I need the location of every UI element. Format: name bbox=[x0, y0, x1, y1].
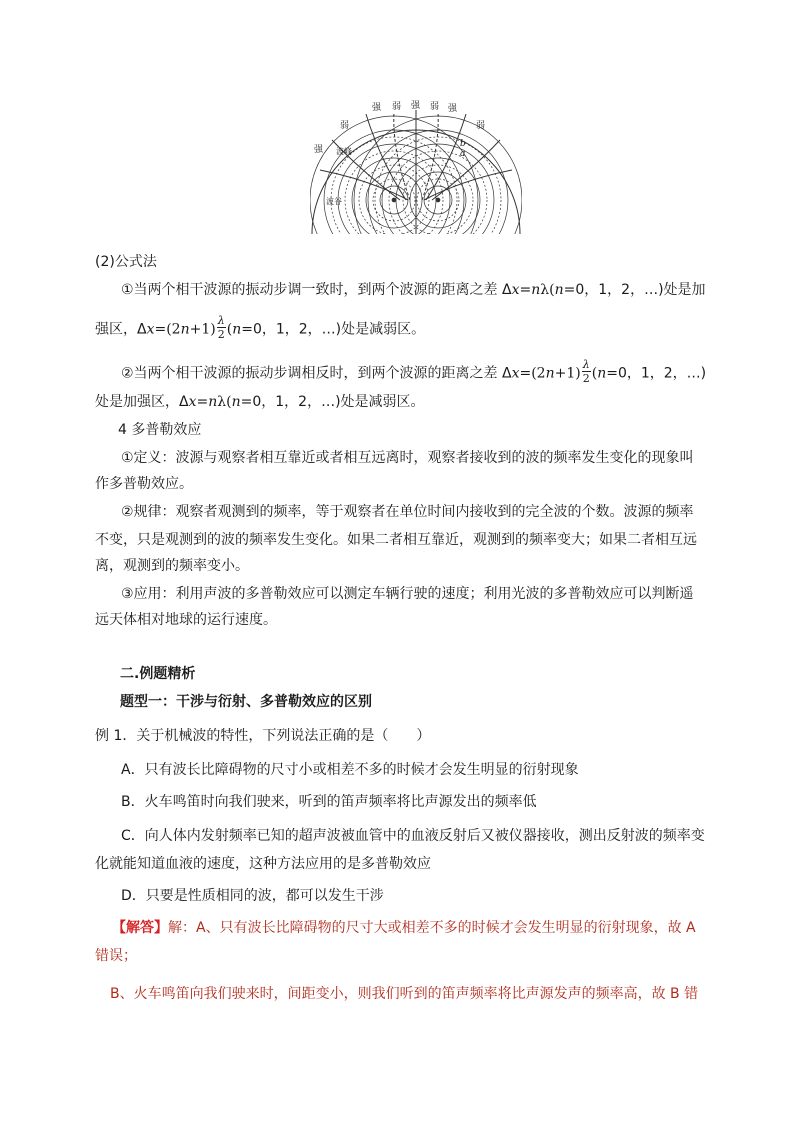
formula-para-1-line-2: 强区，Δx=(2n+1) $\frac{\lambda}{2}$ (n=0，1，2，…)处是减弱区。 bbox=[95, 314, 426, 341]
label-strong-2: 强 bbox=[411, 101, 421, 111]
option-d: D．只要是性质相同的波，都可以发生干涉 bbox=[121, 888, 384, 904]
label-weak-1: 弱 bbox=[392, 102, 402, 112]
wave-trough-label: 波谷 bbox=[326, 197, 342, 206]
option-b: B．火车鸣笛时向我们驶来，听到的笛声频率将比声源发出的频率低 bbox=[121, 794, 537, 810]
point-a-label: a bbox=[460, 149, 466, 159]
label-weak-3: 弱 bbox=[340, 121, 350, 131]
label-strong-3: 强 bbox=[448, 104, 458, 114]
answer-text-1: 解：A、只有波长比障碍物的尺寸大或相差不多的时候才会发生明显的衍射现象，故 A bbox=[168, 920, 696, 936]
label-strong-4: 强 bbox=[314, 145, 324, 155]
formula-method-title: (2)公式法 bbox=[95, 254, 157, 270]
wave-circles-left bbox=[310, 116, 478, 234]
doppler-definition-line-2: 作多普勒效应。 bbox=[95, 476, 193, 492]
doppler-rule-line-3: 离，观测到的频率变小。 bbox=[95, 558, 249, 574]
wave-crest-label: 波峰 bbox=[336, 147, 352, 156]
doppler-definition-line-1: ①定义：波源与观察者相互靠近或者相互远离时，观察者接收到的波的频率发生变化的现象叫 bbox=[121, 450, 694, 466]
doppler-application-line-1: ③应用：利用声波的多普勒效应可以测定车辆行驶的速度；利用光波的多普勒效应可以判断遥 bbox=[121, 586, 694, 602]
formula-para-1-line-1: ①当两个相干波源的振动步调一致时，到两个波源的距离之差 Δx=nλ(n=0，1，2，…)处是加 bbox=[121, 282, 706, 298]
interference-figure bbox=[310, 100, 522, 234]
answer-line-2: 错误； bbox=[95, 948, 137, 964]
lambda-over-2-fraction: $\frac{\lambda}{2}$ bbox=[217, 314, 225, 341]
answer-tag: 【解答】 bbox=[112, 920, 168, 936]
answer-line-1 bbox=[112, 918, 696, 938]
doppler-title: 4 多普勒效应 bbox=[118, 422, 202, 438]
answer-line-3: B、火车鸣笛向我们驶来时，间距变小，则我们听到的笛声频率将比声源发声的频率高，故 B 错 bbox=[110, 986, 699, 1002]
interference-diagram bbox=[310, 100, 522, 234]
doppler-rule-line-2: 不变，只是观测到的波的频率发生变化。如果二者相互靠近，观测到的频率变大；如果二者相互远 bbox=[95, 532, 697, 548]
formula-para-2-line-2: 处是加强区，Δx=nλ(n=0，1，2，…)处是减弱区。 bbox=[95, 394, 425, 410]
formula-para-2-line-1: ②当两个相干波源的振动步调相反时，到两个波源的距离之差 Δx=(2n+1) $\frac{\lambda}{2}$ (n=0，1，2，…) bbox=[121, 358, 707, 385]
option-c-line-1: C．向人体内发射频率已知的超声波被血管中的血液反射后又被仪器接收，测出反射波的频率变 bbox=[121, 828, 705, 844]
wave-circles-right bbox=[354, 116, 522, 234]
label-strong-1: 强 bbox=[372, 103, 382, 113]
point-b-label: b bbox=[460, 139, 466, 149]
doppler-rule-line-1: ②规律：观察者观测到的频率，等于观察者在单位时间内接收到的完全波的个数。波源的频率 bbox=[121, 504, 694, 520]
label-weak-4: 弱 bbox=[476, 121, 486, 131]
option-a: A．只有波长比障碍物的尺寸小或相差不多的时候才会发生明显的衍射现象 bbox=[121, 762, 579, 778]
lambda-over-2-fraction-2: $\frac{\lambda}{2}$ bbox=[582, 358, 590, 385]
option-c-line-2: 化就能知道血液的速度，这种方法应用的是多普勒效应 bbox=[95, 856, 431, 872]
label-weak-2: 弱 bbox=[430, 102, 440, 112]
doppler-application-line-2: 远天体相对地球的运行速度。 bbox=[95, 612, 277, 628]
examples-heading: 二.例题精析 bbox=[120, 666, 196, 682]
question-type-title: 题型一：干涉与衍射、多普勒效应的区别 bbox=[120, 694, 372, 710]
example-1-question: 例 1．关于机械波的特性，下列说法正确的是（ ） bbox=[95, 728, 431, 744]
